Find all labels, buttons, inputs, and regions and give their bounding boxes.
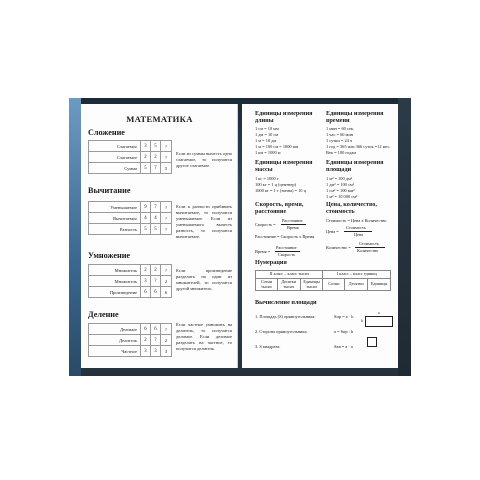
time-line: 1 сутки = 24 ч xyxy=(326,138,353,143)
price-formula-numerator: Стоимость xyxy=(346,225,366,230)
table-row: Делитель 2 ? 2 xyxy=(89,335,172,346)
table-row: Частное 3 3 3 xyxy=(89,346,172,357)
table-row: Разность 5 5 ? xyxy=(89,224,172,235)
square-diagram xyxy=(367,337,377,347)
time-line: 1 год = 365 или 366 суток =12 мес. xyxy=(326,144,391,149)
class-thousands: II класс – класс тысяч xyxy=(256,271,323,279)
area-calc-item: 1. Площадь (S) прямоугольника: xyxy=(255,314,316,319)
area-units-heading: Единицы измерения площади xyxy=(326,159,384,174)
table-row: Вычитаемое 4 4 ? xyxy=(89,213,172,224)
table-row: Сумма 5 7 5 xyxy=(89,163,172,174)
speed-formula-denominator: Время xyxy=(287,225,299,230)
multiplication-table xyxy=(88,264,172,298)
table-row: Уменьшаемое 9 7 ? xyxy=(89,202,172,213)
cover-spine-left xyxy=(69,98,81,376)
page-title: МАТЕМАТИКА xyxy=(126,114,193,124)
numbering-heading: Нумерация xyxy=(255,259,287,266)
length-units-heading: Единицы измерения длины xyxy=(255,110,313,125)
table-row: Множитель 3 ? 2 xyxy=(89,276,172,287)
speed-heading: Скорость, время, расстояние xyxy=(255,201,304,216)
area-calc-formula: Sпр = a · b xyxy=(334,314,354,319)
class-units: I класс – класс единиц xyxy=(323,271,391,279)
addition-rule: Если из суммы вычесть одно слагаемое, то получится другое слагаемое. xyxy=(176,151,232,169)
cost-formula: Стоимость = Цена x Количество xyxy=(326,218,387,223)
table-row: Слагаемое 3 5 ? xyxy=(89,141,172,152)
time-formula-lhs: Время = xyxy=(255,249,271,254)
length-line: 1 м = 10 дм xyxy=(255,138,277,143)
area-calc-heading: Вычисление площади xyxy=(255,299,317,306)
mass-line: 100 кг = 1 ц (центнер) xyxy=(255,182,297,187)
time-formula-denominator: Скорость xyxy=(278,252,296,257)
distance-formula: Расстояние = Скорость x Время xyxy=(255,234,315,239)
mass-line: 1 кг = 1000 г xyxy=(255,176,279,181)
price-formula-lhs: Цена = xyxy=(326,229,339,234)
length-line: 1 м = 100 см = 1000 мм xyxy=(255,144,299,149)
division-table xyxy=(88,323,172,357)
price-heading: Цена, количество, стоимость xyxy=(326,201,377,216)
area-line: 1 м² = 10 000 см² xyxy=(326,194,358,199)
right-page xyxy=(242,104,398,368)
time-line: 1 мин = 60 сек. xyxy=(326,126,355,131)
rectangle-diagram xyxy=(365,316,393,327)
cover-edge-right xyxy=(398,98,411,376)
table-row: Сотни тысяч Десятки тысяч Единицы тысяч Сотни Десятки Единицы xyxy=(256,279,391,291)
area-line: 1 м² = 100 дм² xyxy=(326,176,353,181)
area-line: 1 см² = 100 мм² xyxy=(326,188,355,193)
addition-table xyxy=(88,140,172,174)
multiplication-rule: Если произведение разделить на один из множителей, то получится другой множитель. xyxy=(176,268,232,292)
area-calc-item: 2. Сторона прямоугольника: xyxy=(255,329,308,334)
quantity-formula-numerator: Стоимость xyxy=(359,241,379,246)
area-line: 1 дм² = 100 см² xyxy=(326,182,355,187)
table-row: Делимое 6 6 ? xyxy=(89,324,172,335)
time-formula-numerator: Расстояние xyxy=(276,245,297,250)
length-line: 1 км = 1000 м xyxy=(255,150,281,155)
subtraction-table xyxy=(88,201,172,235)
quantity-formula-lhs: Количество = xyxy=(326,245,351,250)
numbering-table xyxy=(255,270,391,291)
area-calc-item: 3. S квадрата: xyxy=(255,344,281,349)
side-b-label: b xyxy=(361,319,363,323)
table-row: Множитель 2 2 ? xyxy=(89,265,172,276)
time-line: 1 час = 60 мин xyxy=(326,132,354,137)
length-line: 1 дм = 10 см xyxy=(255,132,279,137)
subtraction-rule: Если к разности прибавить вычитаемое, то получится уменьшаемое. Если из уменьшаемого вычесть разность, то получится вычитаемое. xyxy=(176,204,232,240)
time-line: Век = 100 годам xyxy=(326,150,357,155)
quantity-formula-denominator: Количество xyxy=(357,248,379,253)
side-a-label: a xyxy=(378,311,380,315)
table-row: Произведение 6 6 6 xyxy=(89,287,172,298)
section-heading-multiplication: Умножение xyxy=(88,251,131,260)
left-page xyxy=(81,104,238,368)
mass-line: 1000 кг = 1 т (тонна) = 10 ц xyxy=(255,188,306,193)
section-heading-subtraction: Вычитание xyxy=(88,186,131,195)
time-units-heading: Единицы измерения времени xyxy=(326,110,384,125)
speed-formula-lhs: Скорость = xyxy=(255,222,276,227)
area-calc-formula: Sкв = a · a xyxy=(334,344,353,349)
table-row xyxy=(256,271,391,279)
speed-formula-numerator: Расстояние xyxy=(282,218,303,223)
length-line: 1 см = 10 мм xyxy=(255,126,279,131)
mass-units-heading: Единицы измерения массы xyxy=(255,159,313,174)
division-rule: Если частное умножить на делитель, то получится делимое. Если делимое разделить на частное, то получится делитель. xyxy=(176,322,232,352)
section-heading-addition: Сложение xyxy=(88,128,125,137)
area-calc-formula: a = Sпр : b xyxy=(334,329,354,334)
section-heading-division: Деление xyxy=(88,310,119,319)
price-formula-denominator: Цена xyxy=(354,232,364,237)
table-row: Слагаемое 2 2 ? xyxy=(89,152,172,163)
